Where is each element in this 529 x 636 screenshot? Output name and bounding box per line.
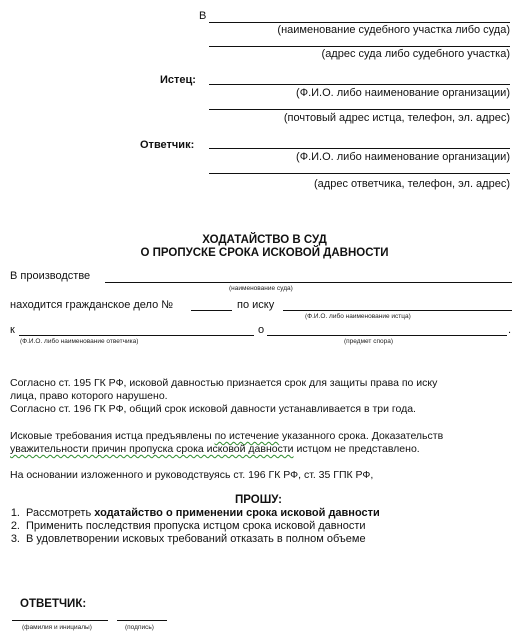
request-item-text: Рассмотреть [26,507,95,519]
document-title [0,234,529,260]
signature-sign-line[interactable] [117,620,167,621]
defendant-label: Ответчик: [140,139,195,151]
paragraph-1-line-3: Согласно ст. 196 ГК РФ, общий срок исковой давности устанавливается в три года. [10,403,416,415]
plaintiff-name-line [209,84,510,85]
signature-label: ОТВЕТЧИК: [20,598,87,610]
subject-fill-line[interactable] [267,335,507,336]
subject-prefix: о [258,324,265,336]
subject-hint: (предмет спора) [344,338,393,345]
signature-name-line[interactable] [12,620,108,621]
request-item-text: В удовлетворении исковых требований отказать в полном объеме [26,533,366,545]
defendant-fill-line[interactable] [19,335,254,336]
paragraph-2-line-2-part-b: истцом не представлено. [293,443,420,455]
paragraph-3: На основании изложенного и руководствуясь ст. 196 ГК РФ, ст. 35 ГПК РФ, [10,469,374,481]
to-prefix: В [199,10,207,22]
fill-period: . [508,324,512,336]
court-name-caption: (наименование судебного участка либо суда) [277,24,510,36]
request-item [0,533,380,546]
to-defendant-prefix: к [10,324,15,336]
defendant-address-caption: (адрес ответчика, телефон, эл. адрес) [314,178,510,190]
request-list [0,507,380,546]
plaintiff-address-caption: (почтовый адрес истца, телефон, эл. адрес) [283,112,510,124]
plaintiff-label: Истец: [160,74,196,86]
request-heading: ПРОШУ: [235,494,282,506]
paragraph-2-part-b: по истечение [214,430,280,442]
court-name-line [209,22,510,23]
in-production-text: В производстве [10,270,91,282]
signature-sign-hint: (подпись) [125,624,154,631]
plaintiff-name-caption: (Ф.И.О. либо наименование организации) [296,87,510,99]
signature-name-hint: (фамилия и инициалы) [22,624,92,631]
request-item-text: Применить последствия пропуска истцом срока исковой давности [26,520,366,532]
request-item [0,520,380,533]
request-item-bold: ходатайство о применении срока исковой давности [94,507,380,519]
plaintiff-fill-line[interactable] [283,310,512,311]
request-item-number: 2. [10,520,20,532]
case-number-text: находится гражданское дело № [10,299,174,311]
court-address-line [209,46,510,47]
paragraph-2-line-2-part-a: уважительности причин пропуска срока исковой давности [10,443,294,455]
defendant-address-line [209,173,510,174]
court-name-hint: (наименование суда) [229,285,293,292]
court-address-caption: (адрес суда либо судебного участка) [321,48,510,60]
request-item-number: 1. [10,507,20,519]
title-line-2: О ПРОПУСКЕ СРОКА ИСКОВОЙ ДАВНОСТИ [140,247,389,259]
plaintiff-address-line [209,109,510,110]
request-item-number: 3. [10,533,20,545]
defendant-name-caption: (Ф.И.О. либо наименование организации) [296,151,510,163]
paragraph-2-part-a: Исковые требования истца предъявлены [10,430,215,442]
paragraph-1-line-2: лица, право которого нарушено. [10,390,168,402]
paragraph-2-line-2 [10,443,420,456]
title-line-1: ХОДАТАЙСТВО В СУД [202,234,327,246]
court-name-fill-line[interactable] [105,282,512,283]
case-number-fill-line[interactable] [191,310,232,311]
paragraph-2-line-1 [10,430,443,443]
paragraph-2-part-c: указанного срока. Доказательств [279,430,444,442]
paragraph-1-line-1: Согласно ст. 195 ГК РФ, исковой давностью признается срок для защиты права по иску [10,377,438,389]
plaintiff-hint: (Ф.И.О. либо наименование истца) [305,313,411,320]
defendant-hint: (Ф.И.О. либо наименование ответчика) [20,338,139,345]
defendant-name-line [209,148,510,149]
request-item [0,507,380,520]
claim-text: по иску [237,299,275,311]
